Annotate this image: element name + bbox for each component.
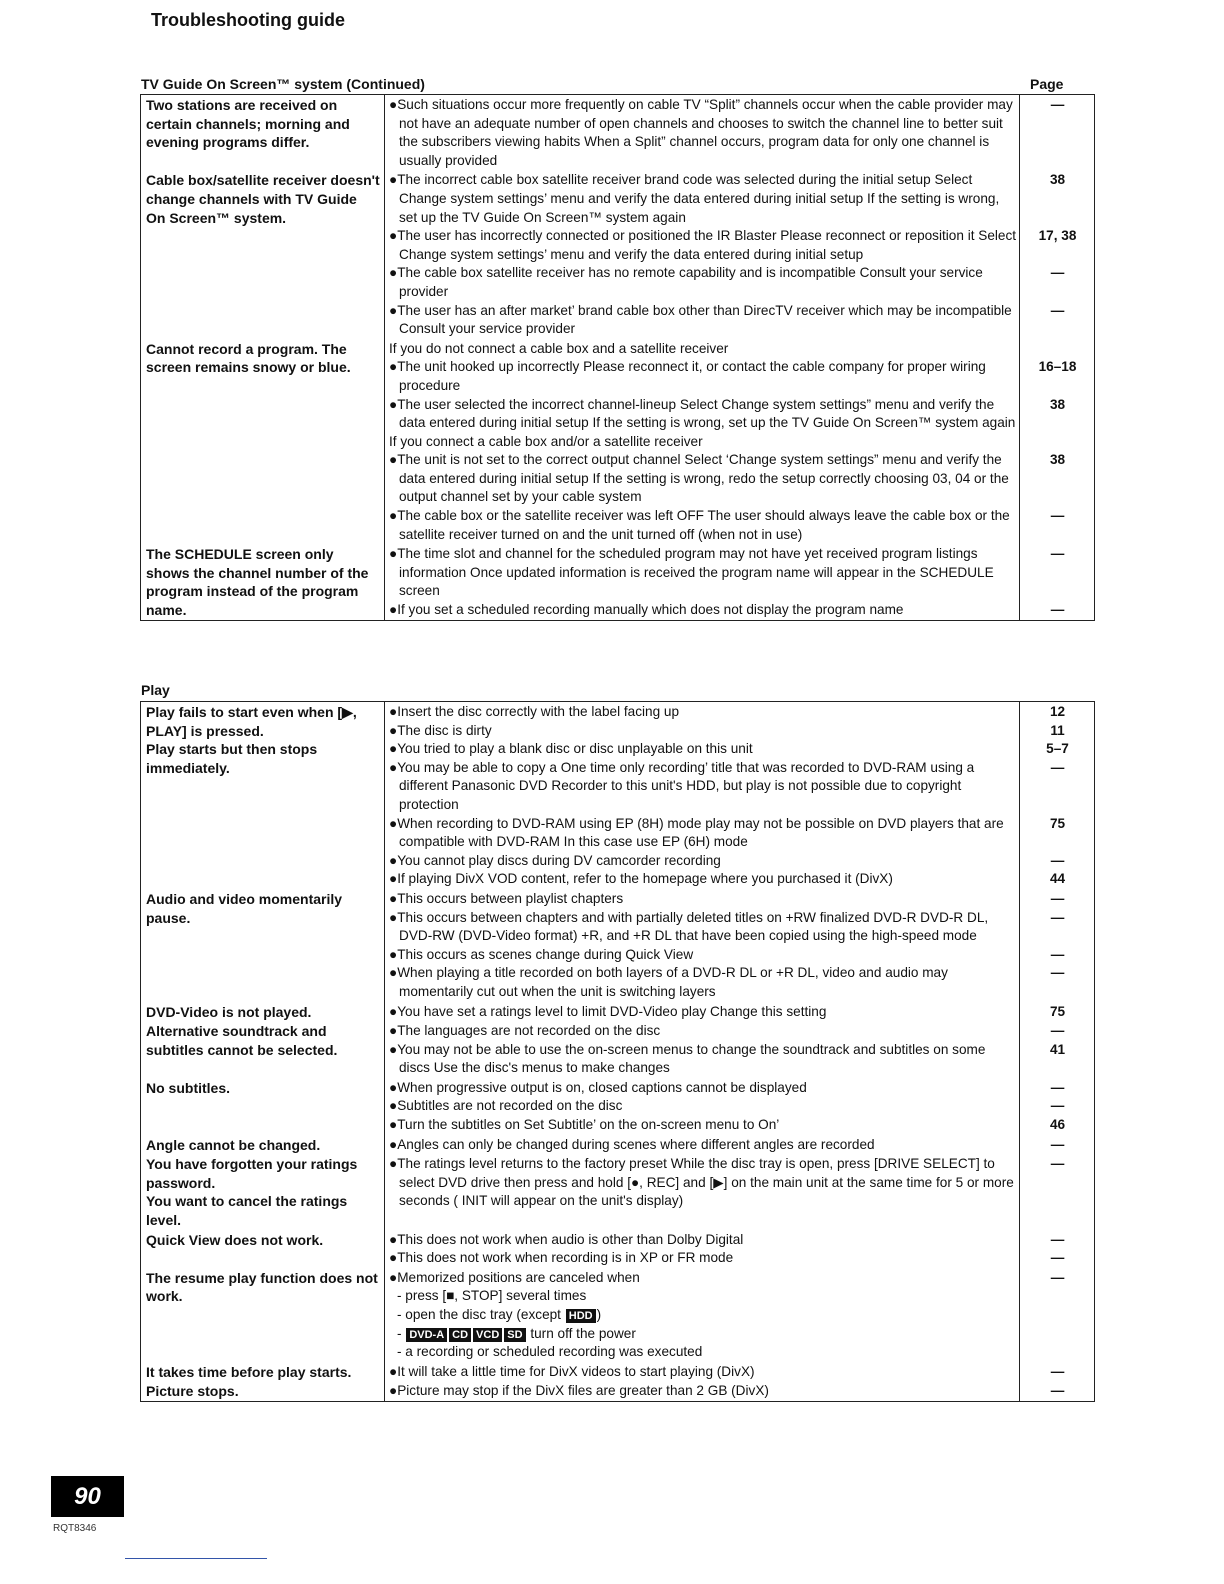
page-reference: 46 [1049, 1117, 1066, 1133]
solution-line [389, 1136, 1065, 1155]
page-reference: 12 [1049, 704, 1066, 719]
page-reference: — [1050, 97, 1065, 112]
solution-text: ●If playing DivX VOD content, refer to the homepage where you purchased it (DivX) [389, 871, 893, 887]
page-reference: 5–7 [1046, 741, 1069, 757]
solution-text: ●The time slot and channel for the scheduled program may not have yet received program listings information Once updated information is received the program name will appear in the SCHEDULE screen [389, 546, 994, 599]
solution-text-tail: turn off the power [526, 1325, 636, 1341]
page-reference: — [1050, 852, 1065, 868]
solution-line [389, 358, 1077, 395]
page-reference: — [1050, 946, 1065, 962]
solution-text: ●The cable box satellite receiver has no remote capability and is incompatible Consult your service provider [389, 265, 983, 299]
solution-text: ●The languages are not recorded on the disc [389, 1023, 661, 1039]
page-reference: — [1050, 546, 1065, 562]
page-reference: — [1050, 1079, 1065, 1095]
page-reference: 16–18 [1038, 359, 1077, 375]
solution-line [389, 507, 1065, 544]
page-reference: — [1050, 759, 1065, 775]
solution-line [389, 759, 1065, 815]
solution-text: ●Insert the disc correctly with the label facing up [389, 704, 680, 719]
page-reference: — [1050, 965, 1065, 981]
table-row [141, 889, 1094, 1002]
problem-text: The SCHEDULE screen only shows the channel number of the program instead of the program name. [146, 546, 369, 619]
page-reference: — [1050, 1023, 1065, 1039]
section-title-play: Play [141, 682, 170, 698]
solution-line [389, 340, 1016, 359]
solution-line [389, 1269, 1065, 1288]
solution-text: ●Memorized positions are canceled when [389, 1269, 640, 1285]
solution-line [389, 1003, 1066, 1022]
problem-text: Play fails to start even when [▶, PLAY] is pressed. Play starts but then stops immediately. [146, 704, 357, 776]
column-divider [1019, 95, 1020, 620]
troubleshooting-table-play [140, 701, 1095, 1402]
solution-text: ●Turn the subtitles on Set Subtitle’ on the on-screen menu to On’ [389, 1117, 780, 1133]
troubleshooting-table-tv-guide [140, 94, 1095, 621]
page-reference [1019, 1287, 1096, 1306]
page-number: 90 [51, 1476, 124, 1517]
solution-line [389, 852, 1065, 871]
solution-line [389, 601, 1065, 620]
solution-text: ●You tried to play a blank disc or disc unplayable on this unit [389, 741, 753, 757]
solution-text: ●Angles can only be changed during scenes where different angles are recorded [389, 1136, 875, 1152]
page-reference: 75 [1049, 1003, 1066, 1019]
column-divider [384, 95, 385, 620]
solution-text: ●The ratings level returns to the factory preset While the disc tray is open, press [DRIVE SELECT] to select DVD drive then press and hold [●, REC] and [▶] on the main unit at the same time for 5 or more seconds ( INIT will appear on the unit's display) [389, 1156, 1014, 1209]
page-reference: — [1050, 1269, 1065, 1285]
solution-line [389, 946, 1065, 965]
solution-text: ●This does not work when recording is in XP or FR mode [389, 1250, 734, 1266]
page-reference: 38 [1049, 172, 1066, 188]
table-row [141, 1002, 1094, 1022]
page-reference: — [1050, 1363, 1065, 1379]
page-reference: — [1050, 1231, 1065, 1247]
page-reference: — [1050, 265, 1065, 281]
page-column-header: Page [1030, 76, 1064, 92]
solution-text: ●Subtitles are not recorded on the disc [389, 1098, 623, 1114]
table-row [141, 702, 1094, 889]
page-reference: — [1050, 1156, 1065, 1172]
solution-text: ●When recording to DVD-RAM using EP (8H) mode play may not be possible on DVD players that are compatible with DVD-RAM In this case use EP (6H) mode [389, 815, 1004, 850]
solution-text: ●You may be able to copy a One time only recording’ title that was recorded to DVD-RAM using a different Panasonic DVD Recorder to this unit's HDD, but play is not possible due to copyright protection [389, 759, 975, 812]
solution-text: ●This occurs as scenes change during Quick View [389, 946, 694, 962]
solution-line [389, 171, 1066, 227]
page-reference [1019, 433, 1096, 452]
page-reference: — [1050, 1136, 1065, 1152]
solution-text: ●The disc is dirty [389, 722, 492, 738]
page-reference: 11 [1050, 722, 1065, 738]
page-reference [1019, 340, 1096, 359]
problem-text: It takes time before play starts. [146, 1363, 352, 1380]
solution-line [389, 545, 1065, 601]
solution-line [389, 964, 1065, 1001]
table-row [141, 1154, 1094, 1229]
solution-text: ●You have set a ratings level to limit DVD-Video play Change this setting [389, 1003, 827, 1019]
table-row [141, 1021, 1094, 1078]
section-title-tv-guide: TV Guide On Screen™ system (Continued) [141, 76, 425, 92]
solution-text: ●The user has incorrectly connected or positioned the IR Blaster Please reconnect or reposition it Select Change system settings’ menu and verify the data entered during initial setup [389, 228, 1017, 262]
solution-text: ●You may not be able to use the on-screen menus to change the soundtrack and subtitles on some discs Use the disc's menus to make changes [389, 1041, 986, 1076]
solution-line [389, 1343, 1016, 1362]
solution-text: ●The unit is not set to the correct output channel Select ‘Change system settings” menu and verify the data entered during initial setup If the setting is wrong, redo the setup correctly choosing 03, 04 or the output channel set by your cable system [389, 452, 1009, 505]
table-row [141, 1362, 1094, 1382]
solution-line [389, 396, 1066, 433]
solution-line [389, 451, 1066, 507]
page-reference [1019, 1306, 1096, 1325]
solution-line [389, 96, 1065, 170]
solution-text: - [397, 1325, 406, 1341]
disc-type-badge: SD [504, 1328, 525, 1342]
solution-text: ●The user has an after market’ brand cable box other than DirecTV receiver which may be incompatible Consult your service provider [389, 302, 1012, 337]
solution-line [389, 722, 1065, 741]
table-row [141, 1135, 1094, 1155]
solution-text: If you do not connect a cable box and a satellite receiver [389, 340, 729, 356]
document-code: RQT8346 [53, 1523, 97, 1534]
solution-text: ●The unit hooked up incorrectly Please reconnect it, or contact the cable company for proper wiring procedure [389, 359, 986, 393]
solution-line [389, 1155, 1065, 1211]
solution-line [389, 1041, 1066, 1078]
table-row [141, 339, 1094, 545]
column-divider [384, 702, 385, 1401]
solution-line [389, 870, 1066, 889]
table-row [141, 1381, 1094, 1401]
solution-line [389, 1306, 1016, 1325]
problem-text: Quick View does not work. [146, 1231, 324, 1248]
page-reference: 75 [1049, 815, 1066, 831]
solution-line [389, 1325, 1016, 1344]
solution-line [389, 1382, 1065, 1401]
solution-text: ●Such situations occur more frequently on cable TV “Split” channels occur when the cable provider may not have an adequate number of open channels and chooses to switch the channel line to better suit the subscribers viewing habits When a Split” channel occurs, program data for only one channel is usually provided [389, 97, 1013, 168]
page-reference [1019, 1325, 1096, 1344]
table-row [141, 170, 1094, 338]
problem-text: Cannot record a program. The screen remains snowy or blue. [146, 340, 351, 376]
problem-text: The resume play function does not work. [146, 1269, 378, 1305]
solution-text: ●The incorrect cable box satellite receiver brand code was selected during the initial setup Select Change system settings’ menu and verify the data entered during initial setup If the setting is wrong, set up the TV Guide On Screen™ system again [389, 172, 1000, 225]
solution-text: ●When playing a title recorded on both layers of a DVD-R DL or +R DL, video and audio may momentarily cut out when the unit is switching layers [389, 965, 948, 999]
disc-type-badge: DVD-A [406, 1328, 447, 1342]
page-reference [1019, 1343, 1096, 1362]
solution-line [389, 1097, 1065, 1116]
page-title: Troubleshooting guide [151, 10, 345, 30]
page-reference: 17, 38 [1038, 228, 1077, 244]
table-row [141, 1230, 1094, 1268]
page-reference: 38 [1049, 452, 1066, 468]
page-reference: — [1050, 1383, 1065, 1399]
disc-type-badge: HDD [566, 1309, 596, 1323]
page-reference: — [1050, 302, 1065, 318]
solution-text: ●This occurs between playlist chapters [389, 890, 624, 906]
problem-text: Alternative soundtrack and subtitles cannot be selected. [146, 1023, 338, 1058]
solution-text: ●When progressive output is on, closed captions cannot be displayed [389, 1079, 807, 1095]
problem-text: Picture stops. [146, 1383, 239, 1400]
solution-line [389, 264, 1065, 301]
solution-text: - press [■, STOP] several times [397, 1288, 587, 1304]
page-reference: 44 [1049, 871, 1066, 887]
solution-line [389, 1249, 1065, 1268]
solution-line [389, 890, 1065, 909]
table-row [141, 544, 1094, 619]
solution-line [389, 1022, 1065, 1041]
footer-rule [125, 1558, 267, 1559]
problem-text: Angle cannot be changed. [146, 1136, 321, 1153]
problem-text: Cable box/satellite receiver doesn't change channels with TV Guide On Screen™ system. [146, 172, 380, 226]
solution-text: ●This occurs between chapters and with partially deleted titles on +RW finalized DVD-R DVD-R DL, DVD-RW (DVD-Video format) +R, and +R DL that have been copied using the high-speed mode [389, 909, 989, 944]
solution-line [389, 1287, 1016, 1306]
problem-text: No subtitles. [146, 1079, 231, 1096]
page-reference: — [1050, 1098, 1065, 1114]
solution-text: ●You cannot play discs during DV camcorder recording [389, 852, 721, 868]
table-row [141, 95, 1094, 170]
solution-text: - a recording or scheduled recording was executed [397, 1344, 703, 1360]
problem-text: Two stations are received on certain channels; morning and evening programs differ. [146, 97, 350, 151]
solution-text: ●If you set a scheduled recording manually which does not display the program name [389, 602, 904, 618]
problem-text: DVD-Video is not played. [146, 1003, 312, 1020]
table-row [141, 1078, 1094, 1135]
solution-line [389, 1116, 1066, 1135]
table-row [141, 1268, 1094, 1362]
disc-type-badge: VCD [473, 1328, 502, 1342]
solution-line [389, 740, 1069, 759]
problem-text: You have forgotten your ratings password. You want to cancel the ratings level. [146, 1156, 358, 1229]
solution-line [389, 227, 1077, 264]
solution-line [389, 1079, 1065, 1098]
solution-line [389, 703, 1066, 722]
solution-text: - open the disc tray (except [397, 1307, 565, 1322]
page-reference: — [1050, 602, 1065, 618]
solution-line [389, 302, 1065, 339]
solution-text: If you connect a cable box and/or a satellite receiver [389, 433, 703, 449]
solution-text: ●Picture may stop if the DivX files are greater than 2 GB (DivX) [389, 1383, 769, 1399]
solution-line [389, 433, 1016, 452]
solution-text: ●It will take a little time for DivX videos to start playing (DivX) [389, 1363, 755, 1379]
page-reference: — [1050, 890, 1065, 906]
page-reference: — [1050, 508, 1065, 524]
solution-text: ●The cable box or the satellite receiver was left OFF The user should always leave the cable box or the satellite receiver turned on and the unit turned off (when not in use) [389, 508, 1010, 542]
disc-type-badge: CD [449, 1328, 471, 1342]
problem-text: Audio and video momentarily pause. [146, 890, 343, 926]
page-reference: — [1050, 1250, 1065, 1266]
solution-line [389, 909, 1065, 946]
page-reference: 41 [1049, 1041, 1066, 1057]
solution-text: ●The user selected the incorrect channel-lineup Select Change system settings” menu and verify the data entered during initial setup If the setting is wrong, set up the TV Guide On Screen™ system again [389, 396, 1016, 431]
column-divider [1019, 702, 1020, 1401]
solution-text: ●This does not work when audio is other than Dolby Digital [389, 1231, 744, 1247]
solution-line [389, 1231, 1065, 1250]
page-reference: 38 [1049, 396, 1066, 412]
solution-line [389, 1363, 1065, 1382]
solution-text-tail: ) [596, 1307, 602, 1322]
page-reference: — [1050, 909, 1065, 925]
solution-line [389, 815, 1066, 852]
